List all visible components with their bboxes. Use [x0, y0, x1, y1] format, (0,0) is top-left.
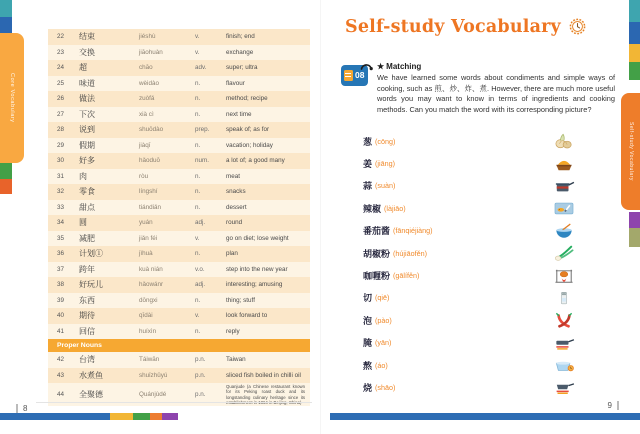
row-pinyin: chāo — [139, 64, 153, 72]
row-number: 32 — [57, 188, 65, 196]
row-meaning: speak of; as for — [226, 126, 270, 134]
row-number: 40 — [57, 312, 65, 320]
row-hanzi: 做法 — [79, 94, 95, 104]
word-pinyin: (jiāng) — [375, 159, 395, 169]
page-number-left: 8 — [16, 404, 27, 413]
word-pinyin: (qiē) — [375, 293, 390, 303]
cutting-board-icon — [553, 199, 575, 217]
row-pos: n. — [195, 141, 201, 149]
vocab-row — [48, 324, 310, 340]
word-item — [363, 242, 513, 264]
vocab-row — [48, 262, 310, 278]
shaker-icon — [553, 289, 575, 307]
matching-activity — [341, 62, 615, 115]
row-number: 24 — [57, 64, 65, 72]
bar-segment-yellow — [110, 413, 133, 420]
word-pinyin: (gālífěn) — [393, 271, 420, 281]
row-meaning: go on diet; lose weight — [226, 234, 289, 242]
garlic-icon — [553, 132, 575, 150]
row-pos: n. — [195, 188, 201, 196]
word-pinyin: (pào) — [375, 315, 392, 325]
word-item — [363, 309, 513, 331]
word-hanzi: 番茄酱 — [363, 227, 391, 238]
right-page — [320, 0, 640, 434]
star-icon: ★ — [377, 62, 385, 71]
row-pinyin: Táiwān — [139, 356, 160, 364]
word-pinyin: (yān) — [375, 338, 392, 348]
row-meaning: dessert — [226, 203, 247, 211]
footer-rule — [36, 402, 312, 403]
vocab-row — [48, 91, 310, 107]
row-pos: v. — [195, 234, 200, 242]
word-hanzi: 葱 — [363, 137, 373, 148]
picture-item — [543, 197, 585, 219]
row-number: 33 — [57, 203, 65, 211]
section-tab-purple-right — [629, 212, 640, 228]
vocab-row — [48, 215, 310, 231]
picture-item — [543, 130, 585, 152]
row-pinyin: jiāohuàn — [139, 48, 163, 56]
row-pos: adv. — [195, 64, 207, 72]
row-pinyin: língshí — [139, 188, 158, 196]
word-item — [363, 175, 513, 197]
row-hanzi: 水煮鱼 — [79, 370, 103, 380]
vocab-row — [48, 60, 310, 76]
row-pos: v.o. — [195, 265, 205, 273]
row-hanzi: 减肥 — [79, 233, 95, 243]
section-tab-blue-right — [629, 22, 640, 44]
row-pos: p.n. — [195, 391, 206, 398]
page-title: Self-study Vocabulary — [345, 16, 561, 37]
row-pos: prep. — [195, 126, 210, 134]
row-hanzi: 零食 — [79, 187, 95, 197]
word-hanzi: 辣椒 — [363, 204, 382, 215]
row-hanzi: 味道 — [79, 78, 95, 88]
row-hanzi: 回信 — [79, 326, 95, 336]
vocab-row — [48, 184, 310, 200]
soaking-bowl-icon — [553, 356, 575, 374]
row-pos: p.n. — [195, 356, 206, 364]
page-title-block — [345, 16, 588, 37]
row-number: 22 — [57, 33, 65, 41]
row-hanzi: 跨年 — [79, 264, 95, 274]
row-meaning: look forward to — [226, 312, 268, 320]
saucepan-icon — [553, 177, 575, 195]
footer-color-bar-right — [330, 413, 640, 420]
footer-color-bar-left — [0, 413, 178, 420]
section-tab-yellow-right — [629, 44, 640, 62]
word-item — [363, 332, 513, 354]
mixing-bowl-icon — [553, 222, 575, 240]
section-tab-teal — [0, 0, 12, 17]
row-pinyin: dōngxi — [139, 296, 158, 304]
row-pos: v. — [195, 312, 200, 320]
row-number: 25 — [57, 79, 65, 87]
row-number: 31 — [57, 172, 65, 180]
vocab-row — [48, 29, 310, 45]
book-icon — [344, 70, 353, 81]
word-pinyin: (shāo) — [375, 382, 396, 392]
word-item — [363, 130, 513, 152]
activity-heading — [377, 62, 615, 71]
row-hanzi: 计划① — [79, 249, 103, 259]
picture-item — [543, 376, 585, 398]
row-meaning: method; recipe — [226, 95, 268, 103]
word-hanzi: 咖喱粉 — [363, 272, 391, 283]
row-pos: adj. — [195, 281, 206, 289]
curry-powder-bowl-icon — [553, 155, 575, 173]
row-pos: v. — [195, 33, 200, 41]
section-tab-core-vocabulary — [0, 33, 24, 163]
word-hanzi: 胡椒粉 — [363, 249, 391, 260]
vocab-row — [48, 153, 310, 169]
row-hanzi: 肉 — [79, 171, 87, 181]
vocab-row — [48, 352, 310, 368]
word-hanzi: 泡 — [363, 316, 373, 327]
word-pinyin: (hújiāofěn) — [393, 248, 427, 258]
row-pos: n. — [195, 79, 201, 87]
row-pinyin: hǎowánr — [139, 281, 164, 289]
row-pos: n. — [195, 203, 201, 211]
bar-segment-orange — [150, 413, 162, 420]
picture-item — [543, 242, 585, 264]
word-item — [363, 376, 513, 398]
bar-segment-purple — [162, 413, 178, 420]
word-item — [363, 220, 513, 242]
row-pinyin: jiǎn féi — [139, 234, 158, 242]
bar-segment-green — [133, 413, 150, 420]
vocab-row — [48, 169, 310, 185]
row-meaning: snacks — [226, 188, 246, 196]
word-pinyin: (cōng) — [375, 136, 396, 146]
row-pos: n. — [195, 110, 201, 118]
picture-item — [543, 175, 585, 197]
clock-icon — [567, 16, 588, 37]
row-meaning: round — [226, 219, 243, 227]
row-pos: n. — [195, 327, 201, 335]
section-tab-green — [0, 163, 12, 179]
row-meaning: reply — [226, 327, 240, 335]
section-tab-green-right — [629, 62, 640, 80]
wok-icon — [553, 378, 575, 396]
row-number: 30 — [57, 157, 65, 165]
row-pinyin: jìhuà — [139, 250, 153, 258]
left-tab-label: Core Vocabulary — [9, 73, 15, 123]
row-pos: n. — [195, 95, 201, 103]
chili-peppers-icon — [553, 311, 575, 329]
right-tab-label: Self-study Vocabulary — [628, 122, 634, 181]
row-number: 38 — [57, 281, 65, 289]
word-hanzi: 切 — [363, 294, 373, 305]
vocab-row — [48, 76, 310, 92]
section-tab-olive-right — [629, 228, 640, 247]
word-hanzi: 熬 — [363, 361, 373, 372]
vocab-row — [48, 107, 310, 123]
row-meaning: sliced fish boiled in chilli oil — [226, 371, 301, 379]
row-number: 39 — [57, 296, 65, 304]
row-number: 35 — [57, 234, 65, 242]
word-pinyin: (suàn) — [375, 181, 396, 191]
frying-pan-icon — [553, 334, 575, 352]
word-pinyin: (fānqiéjiàng) — [393, 226, 433, 236]
row-pos: v. — [195, 48, 200, 56]
row-pos: n. — [195, 250, 201, 258]
row-pinyin: xià cì — [139, 110, 154, 118]
headphones-icon — [360, 60, 373, 71]
row-meaning: Taiwan — [226, 356, 246, 364]
row-number: 41 — [57, 327, 65, 335]
row-pinyin: jiàqī — [139, 141, 151, 149]
vocab-row — [48, 45, 310, 61]
row-number: 34 — [57, 219, 65, 227]
row-number: 23 — [57, 48, 65, 56]
row-hanzi: 超 — [79, 63, 87, 73]
row-meaning: plan — [226, 250, 238, 258]
vocab-row — [48, 293, 310, 309]
matching-word-list — [363, 130, 513, 399]
row-hanzi: 结束 — [79, 32, 95, 42]
row-meaning: super; ultra — [226, 64, 258, 72]
row-hanzi: 交换 — [79, 47, 95, 57]
activity-text-block — [377, 62, 615, 115]
row-pinyin: yuán — [139, 219, 153, 227]
word-item — [363, 197, 513, 219]
row-pinyin: shuǐzhǔyú — [139, 371, 168, 379]
audio-track-badge — [341, 65, 368, 86]
section-tab-blue — [0, 17, 12, 33]
roasting-spit-icon — [553, 267, 575, 285]
activity-instructions: We have learned some words about condiments and simple ways of cooking, such as 煎、炒、炸、煮. However, there are much more useful words you may want to know in terms of ingredients and cooking methods. Can you match the word with its corresponding picture? — [377, 73, 615, 114]
row-hanzi: 圆 — [79, 218, 87, 228]
word-item — [363, 354, 513, 376]
picture-item — [543, 332, 585, 354]
row-hanzi: 好玩儿 — [79, 280, 103, 290]
row-number: 26 — [57, 95, 65, 103]
row-number: 27 — [57, 110, 65, 118]
row-pinyin: hǎoduō — [139, 157, 161, 165]
proper-nouns-header: Proper Nouns — [48, 339, 310, 352]
row-pos: n. — [195, 172, 201, 180]
row-meaning: step into the new year — [226, 265, 288, 273]
row-number: 29 — [57, 141, 65, 149]
vocab-row — [48, 308, 310, 324]
vocab-row — [48, 122, 310, 138]
row-pinyin: qīdài — [139, 312, 153, 320]
word-hanzi: 姜 — [363, 160, 373, 171]
word-item — [363, 264, 513, 286]
word-pinyin: (áo) — [375, 360, 388, 370]
row-number: 44 — [57, 391, 65, 398]
word-hanzi: 蒜 — [363, 182, 373, 193]
row-number: 43 — [57, 371, 65, 379]
row-pos: n. — [195, 296, 201, 304]
row-meaning: next time — [226, 110, 252, 118]
word-item — [363, 152, 513, 174]
picture-item — [543, 220, 585, 242]
row-pinyin: wèidào — [139, 79, 159, 87]
row-meaning: thing; stuff — [226, 296, 255, 304]
row-meaning: Quanjude (a Chinese restaurant known for its Peking roast duck and its longstanding culinary heritage since its establishment in 1864 in Beijing, China) — [226, 384, 305, 405]
row-hanzi: 甜点 — [79, 202, 95, 212]
row-number: 36 — [57, 250, 65, 258]
section-tab-teal-right — [629, 0, 640, 22]
row-meaning: vacation; holiday — [226, 141, 273, 149]
row-number: 37 — [57, 265, 65, 273]
picture-item — [543, 152, 585, 174]
word-pinyin: (làjiāo) — [384, 203, 406, 213]
row-hanzi: 假期 — [79, 140, 95, 150]
row-meaning: finish; end — [226, 33, 255, 41]
row-meaning: flavour — [226, 79, 245, 87]
row-pinyin: jiéshù — [139, 33, 156, 41]
vocab-row — [48, 368, 310, 384]
row-meaning: meat — [226, 172, 240, 180]
row-meaning: exchange — [226, 48, 254, 56]
word-hanzi: 烧 — [363, 383, 373, 394]
row-hanzi: 好多 — [79, 156, 95, 166]
vocab-row — [48, 138, 310, 154]
picture-item — [543, 264, 585, 286]
activity-label: Matching — [386, 62, 422, 71]
word-hanzi: 腌 — [363, 339, 373, 350]
vocabulary-table — [48, 29, 310, 406]
row-pinyin: shuōdào — [139, 126, 164, 134]
row-hanzi: 下次 — [79, 109, 95, 119]
row-pinyin: tiándiǎn — [139, 203, 162, 211]
row-meaning: a lot of; a good many — [226, 157, 285, 165]
row-meaning: interesting; amusing — [226, 281, 283, 289]
row-hanzi: 台湾 — [79, 355, 95, 365]
section-tab-red — [0, 179, 12, 194]
picture-item — [543, 287, 585, 309]
row-pos: p.n. — [195, 371, 206, 379]
scallion-icon — [553, 244, 575, 262]
row-hanzi: 全聚德 — [79, 390, 103, 399]
section-tab-self-study — [621, 93, 640, 210]
picture-item — [543, 354, 585, 376]
row-hanzi: 东西 — [79, 295, 95, 305]
row-pos: adj. — [195, 219, 206, 227]
row-hanzi: 说到 — [79, 125, 95, 135]
row-hanzi: 期待 — [79, 311, 95, 321]
row-pos: num. — [195, 157, 209, 165]
row-number: 42 — [57, 356, 65, 364]
row-number: 28 — [57, 126, 65, 134]
row-pinyin: kuà nián — [139, 265, 163, 273]
matching-picture-list — [543, 130, 585, 399]
vocab-row — [48, 246, 310, 262]
row-pinyin: zuòfǎ — [139, 95, 155, 103]
audio-track-number: 08 — [355, 70, 365, 80]
row-pinyin: ròu — [139, 172, 149, 180]
page-number-right: 9 — [608, 401, 619, 410]
row-pinyin: huíxìn — [139, 327, 157, 335]
vocab-row — [48, 200, 310, 216]
bar-segment-blue — [0, 413, 110, 420]
picture-item — [543, 309, 585, 331]
row-pinyin: Quánjùdé — [139, 391, 167, 398]
word-item — [363, 287, 513, 309]
vocab-row — [48, 231, 310, 247]
vocab-row — [48, 277, 310, 293]
